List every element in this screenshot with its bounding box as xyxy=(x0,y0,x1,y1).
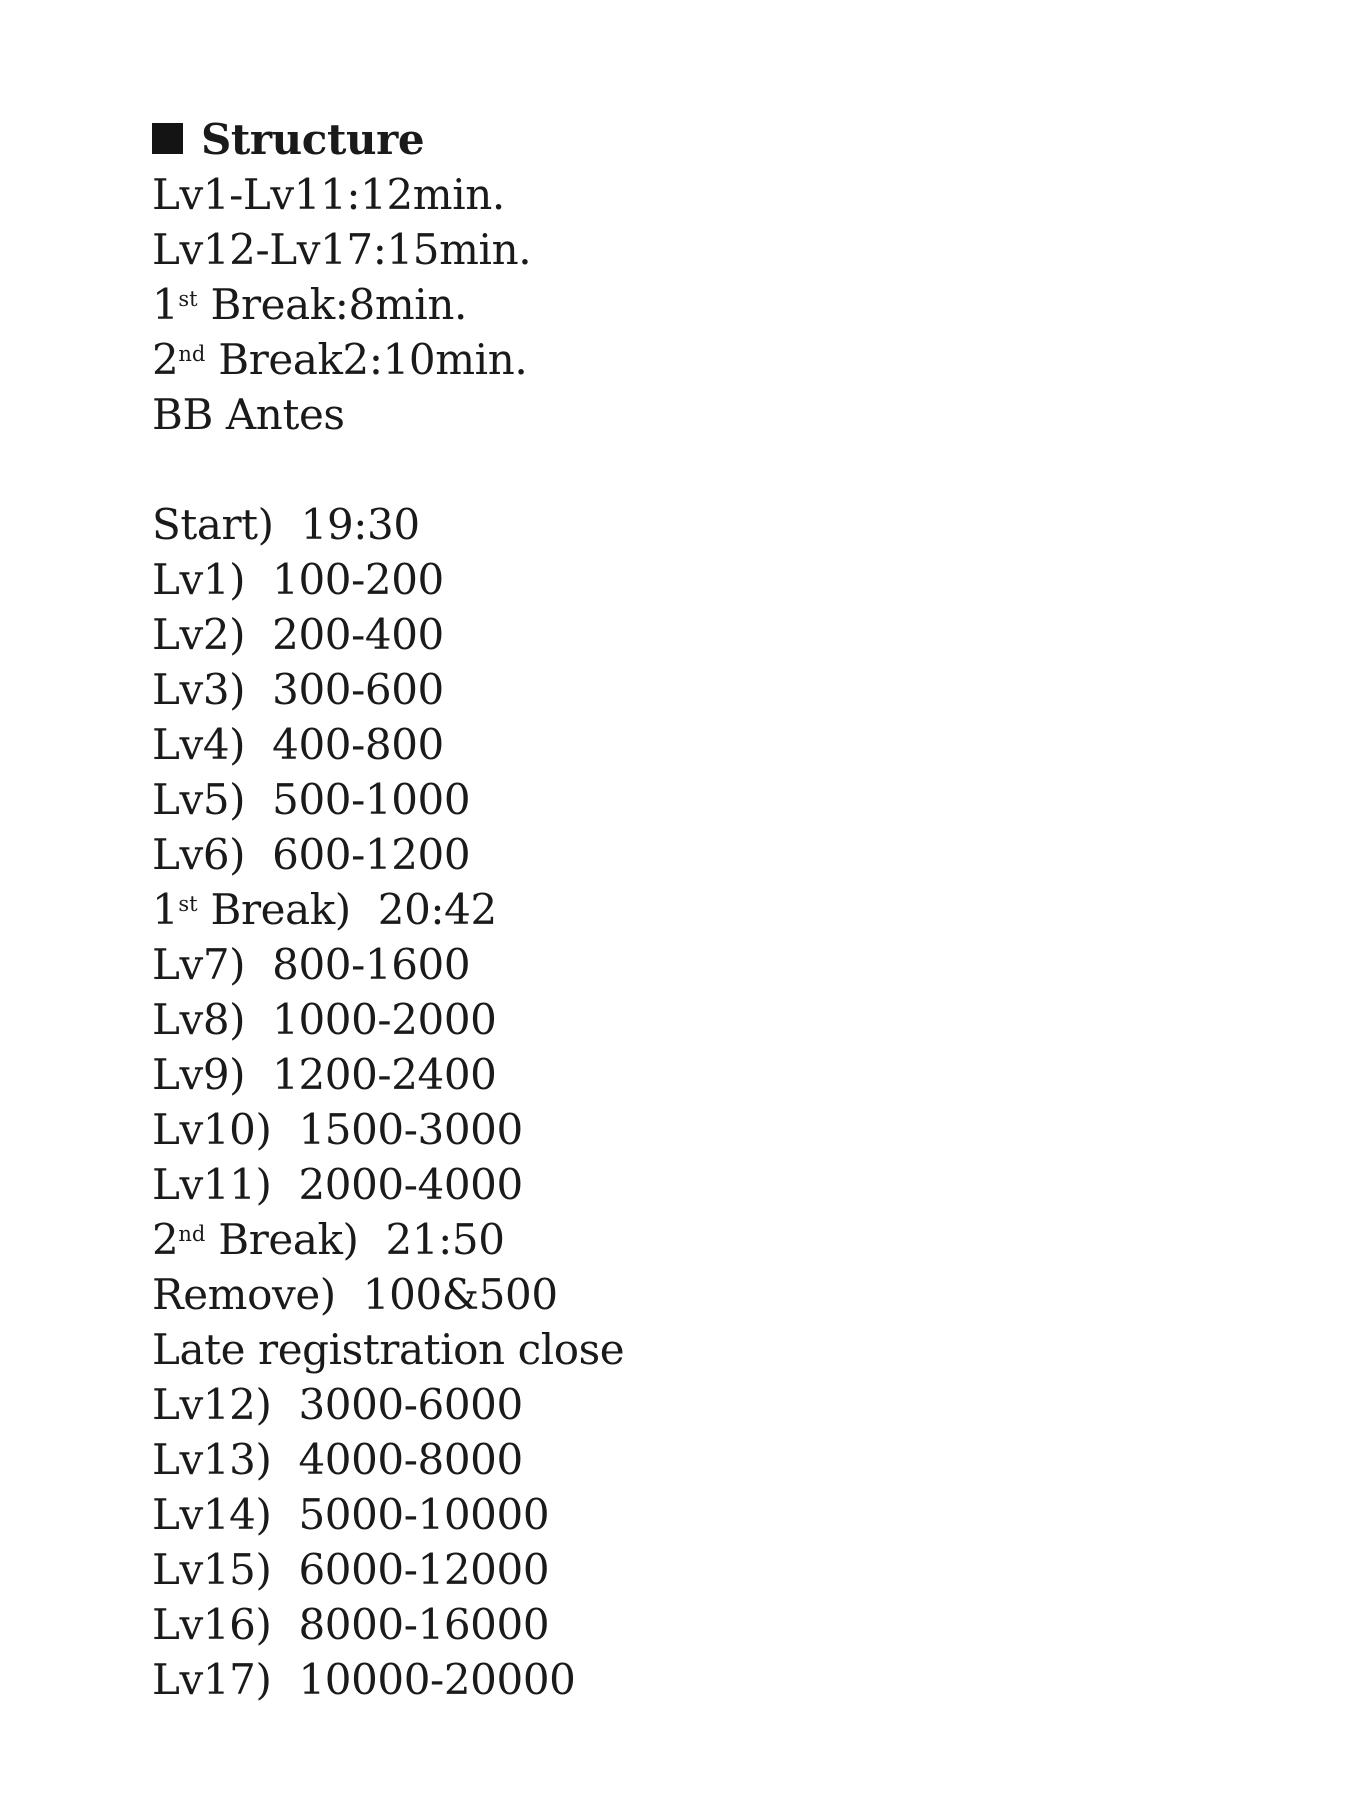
line-value: 21:50 xyxy=(385,1215,505,1264)
section-title: Structure xyxy=(201,115,425,164)
line-value: 200-400 xyxy=(272,610,444,659)
schedule-line xyxy=(152,552,1310,607)
schedule-line xyxy=(152,1487,1310,1542)
schedule-line xyxy=(152,1377,1310,1432)
schedule-block xyxy=(152,497,1310,1707)
line-label: Lv10) xyxy=(152,1105,272,1154)
line-label: 2 xyxy=(152,335,179,384)
structure-info-block xyxy=(152,167,1310,442)
line-label: 2 xyxy=(152,1215,179,1264)
line-value: 1500-3000 xyxy=(298,1105,523,1154)
line-label: 1 xyxy=(152,885,179,934)
structure-info-line xyxy=(152,332,1310,387)
line-label: Lv6) xyxy=(152,830,246,879)
schedule-line xyxy=(152,1432,1310,1487)
line-label: Lv14) xyxy=(152,1490,272,1539)
line-label: Start) xyxy=(152,500,274,549)
ordinal-superscript: st xyxy=(178,891,198,916)
line-label-rest: Break:8min. xyxy=(197,280,467,329)
line-value: 300-600 xyxy=(272,665,444,714)
line-label: Lv16) xyxy=(152,1600,272,1649)
blank-line xyxy=(152,442,1310,497)
line-label: Lv8) xyxy=(152,995,246,1044)
structure-info-line xyxy=(152,277,1310,332)
structure-info-line xyxy=(152,387,1310,442)
schedule-line xyxy=(152,992,1310,1047)
schedule-line xyxy=(152,1267,1310,1322)
line-label: Lv1) xyxy=(152,555,246,604)
line-value: 100&500 xyxy=(362,1270,558,1319)
schedule-line xyxy=(152,1597,1310,1652)
line-value: 400-800 xyxy=(272,720,444,769)
line-value: 6000-12000 xyxy=(298,1545,550,1594)
structure-info-line xyxy=(152,167,1310,222)
schedule-line xyxy=(152,1652,1310,1707)
schedule-line xyxy=(152,497,1310,552)
line-label: Lv2) xyxy=(152,610,246,659)
line-value: 800-1600 xyxy=(272,940,471,989)
line-value: 600-1200 xyxy=(272,830,471,879)
line-label: Lv3) xyxy=(152,665,246,714)
line-value: 2000-4000 xyxy=(298,1160,523,1209)
line-label: Lv7) xyxy=(152,940,246,989)
schedule-line xyxy=(152,1157,1310,1212)
line-label: Lv15) xyxy=(152,1545,272,1594)
line-value: 19:30 xyxy=(300,500,420,549)
structure-info-line xyxy=(152,222,1310,277)
line-label: Lv17) xyxy=(152,1655,272,1704)
line-label: Remove) xyxy=(152,1270,336,1319)
schedule-line xyxy=(152,827,1310,882)
ordinal-superscript: nd xyxy=(178,341,206,366)
line-label: Lv11) xyxy=(152,1160,272,1209)
line-label: Lv1-Lv11:12min. xyxy=(152,170,505,219)
schedule-line xyxy=(152,772,1310,827)
line-value: 500-1000 xyxy=(272,775,471,824)
line-label: Lv12-Lv17:15min. xyxy=(152,225,532,274)
line-label: 1 xyxy=(152,280,179,329)
line-label: Lv4) xyxy=(152,720,246,769)
schedule-line xyxy=(152,607,1310,662)
line-label-rest: Break2:10min. xyxy=(205,335,528,384)
schedule-line xyxy=(152,1102,1310,1157)
line-value: 8000-16000 xyxy=(298,1600,550,1649)
line-value: 1200-2400 xyxy=(272,1050,497,1099)
line-label: Lv12) xyxy=(152,1380,272,1429)
line-value: 1000-2000 xyxy=(272,995,497,1044)
schedule-line xyxy=(152,1047,1310,1102)
ordinal-superscript: nd xyxy=(178,1221,206,1246)
schedule-line xyxy=(152,1542,1310,1597)
line-label: Lv13) xyxy=(152,1435,272,1484)
ordinal-superscript: st xyxy=(178,286,198,311)
line-value: 10000-20000 xyxy=(298,1655,576,1704)
line-value: 4000-8000 xyxy=(298,1435,523,1484)
black-square-icon xyxy=(152,123,183,154)
schedule-line xyxy=(152,1322,1310,1377)
line-label-rest: Break) xyxy=(205,1215,359,1264)
line-value: 3000-6000 xyxy=(298,1380,523,1429)
line-label-rest: Break) xyxy=(197,885,351,934)
schedule-line xyxy=(152,937,1310,992)
schedule-line xyxy=(152,662,1310,717)
line-label: Lv5) xyxy=(152,775,246,824)
schedule-line xyxy=(152,1212,1310,1267)
schedule-line xyxy=(152,882,1310,937)
line-label: Lv9) xyxy=(152,1050,246,1099)
schedule-line xyxy=(152,717,1310,772)
line-label: Late registration close xyxy=(152,1325,625,1374)
line-value: 100-200 xyxy=(272,555,444,604)
section-heading xyxy=(152,112,1310,167)
line-value: 20:42 xyxy=(377,885,497,934)
line-value: 5000-10000 xyxy=(298,1490,550,1539)
line-label: BB Antes xyxy=(152,390,345,439)
